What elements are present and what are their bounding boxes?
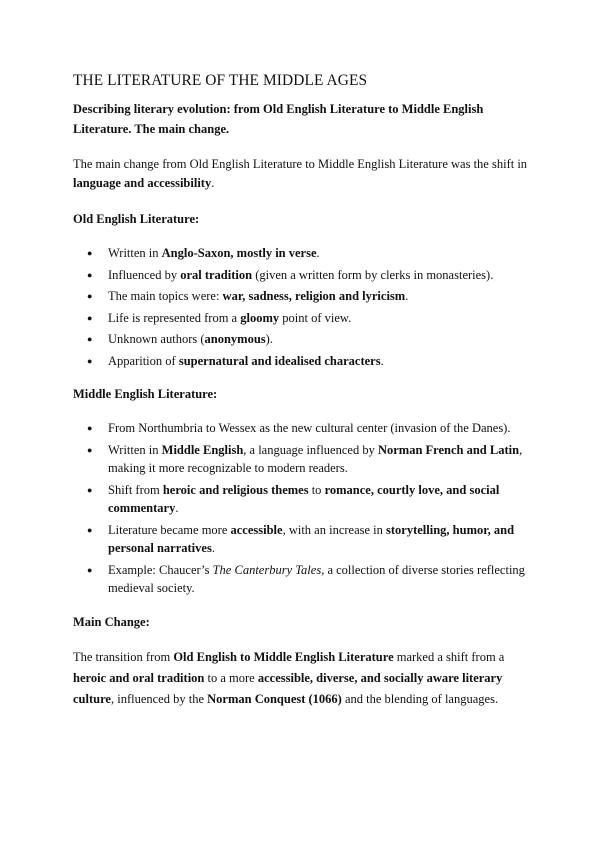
old-english-list (73, 244, 533, 370)
list-item: ● Example: Chaucer’s The Canterbury Tales, a collection of diverse stories reflecting medieval society. (73, 561, 533, 598)
list-item: ● The main topics were: war, sadness, religion and lyricism. (73, 287, 533, 306)
document-body (73, 70, 533, 710)
list-item: ● Shift from heroic and religious themes to romance, courtly love, and social commentary. (73, 481, 533, 518)
list-item: ● Apparition of supernatural and idealised characters. (73, 352, 533, 371)
book-title: The Canterbury Tales (212, 562, 322, 577)
middle-english-list (73, 419, 533, 598)
document-subtitle: Describing literary evolution: from Old English Literature to Middle English Literature. The main change. (73, 102, 484, 136)
old-english-heading: Old English Literature: (73, 212, 200, 226)
list-item: ● Written in Anglo-Saxon, mostly in verse. (73, 244, 533, 263)
intro-text-1: The main change from Old English Literature to Middle English Literature was the shift in (73, 157, 528, 171)
main-change-paragraph: The transition from Old English to Middle English Literature marked a shift from a heroic and oral tradition to a more accessible, diverse, and socially aware literary culture, influenced by the Norman Conquest (1066) and the blending of languages. (73, 649, 505, 706)
list-item: ● Influenced by oral tradition (given a written form by clerks in monasteries). (73, 266, 533, 285)
intro-bold-1: language and accessibility (73, 176, 212, 190)
middle-english-heading: Middle English Literature: (73, 387, 218, 401)
page-title: THE LITERATURE OF THE MIDDLE AGES (73, 72, 368, 89)
list-item: ● Literature became more accessible, with an increase in storytelling, humor, and personal narratives. (73, 521, 533, 558)
intro-text-2: . (211, 176, 215, 190)
list-item: ● Written in Middle English, a language influenced by Norman French and Latin, making it more recognizable to modern readers. (73, 441, 533, 478)
list-item: ● Life is represented from a gloomy point of view. (73, 309, 533, 328)
intro-paragraph (73, 155, 533, 193)
list-item: ● Unknown authors (anonymous). (73, 330, 533, 349)
list-item: ● From Northumbria to Wessex as the new cultural center (invasion of the Danes). (73, 419, 533, 438)
main-change-heading: Main Change: (73, 614, 150, 629)
